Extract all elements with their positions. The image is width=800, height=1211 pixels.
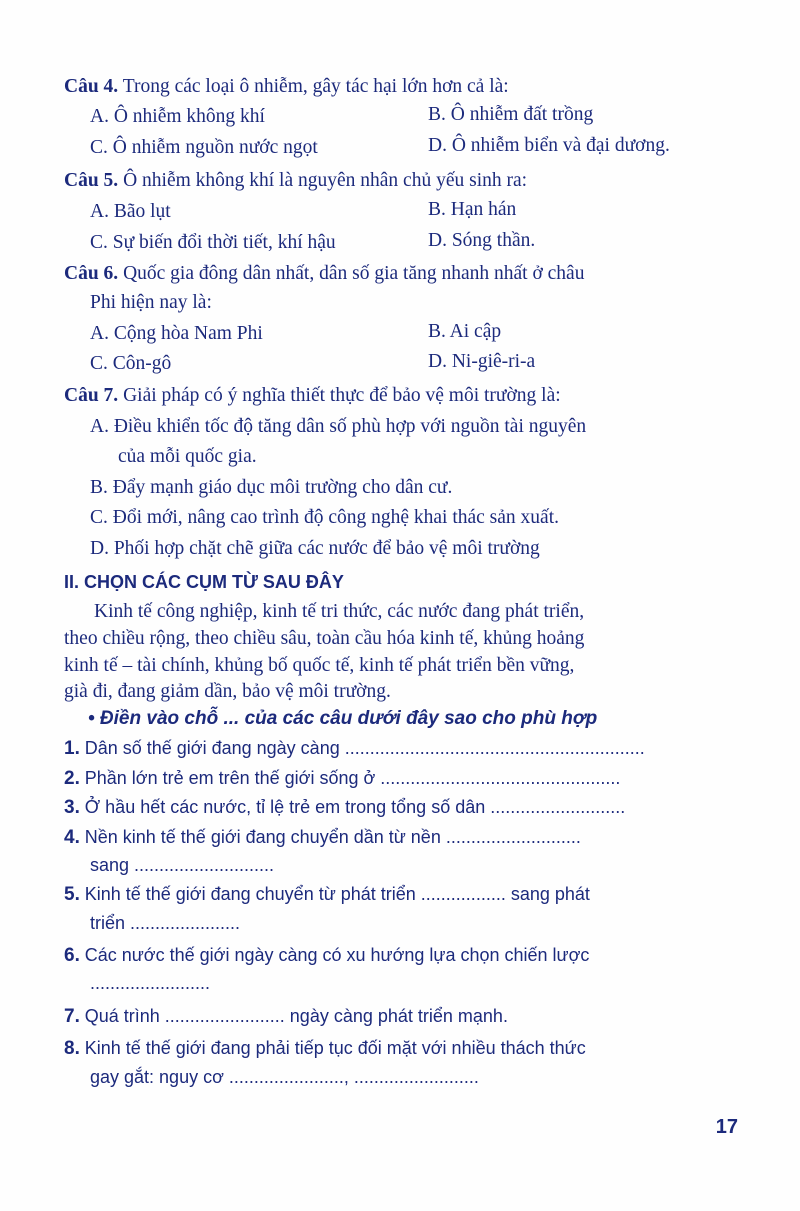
option: C. Đổi mới, nâng cao trình độ công nghệ khai thác sản xuất. [90,507,559,528]
question-5 [64,170,527,192]
item-number: 7. [64,1006,80,1027]
item-text: Kinh tế thế giới đang chuyển từ phát triển ................. sang phát [84,884,590,904]
item-text-continued: ........................ [90,973,211,993]
paragraph-line: kinh tế – tài chính, khủng bố quốc tế, kinh tế phát triển bền vững, [64,655,575,676]
option: C. Côn-gô [90,353,172,374]
question-label: Câu 7. [64,385,119,406]
option: A. Bão lụt [90,201,171,222]
option: B. Ô nhiễm đất trồng [428,104,594,125]
option: A. Cộng hòa Nam Phi [90,323,263,344]
question-text: Giải pháp có ý nghĩa thiết thực để bảo vệ môi trường là: [123,385,561,406]
item-text: Kinh tế thế giới đang phải tiếp tục đối mặt với nhiều thách thức [84,1038,586,1058]
item-number: 8. [64,1038,80,1059]
item-number: 6. [64,945,80,966]
item-number: 2. [64,768,80,789]
fill-item-3 [64,797,625,819]
question-7 [64,385,561,407]
item-text: Các nước thế giới ngày càng có xu hướng lựa chọn chiến lược [84,945,590,965]
option: C. Sự biến đổi thời tiết, khí hậu [90,232,336,253]
item-text-continued: sang ............................ [90,855,275,875]
item-text: Phần lớn trẻ em trên thế giới sống ở ................................................ [84,768,621,788]
item-number: 4. [64,827,80,848]
option: D. Phối hợp chặt chẽ giữa các nước để bảo vệ môi trường [90,538,540,559]
option: D. Ni-giê-ri-a [428,351,536,372]
option: B. Hạn hán [428,199,517,220]
fill-item-8 [64,1038,586,1060]
option: A. Ô nhiễm không khí [90,106,265,127]
item-text-continued: triển ...................... [90,913,241,933]
fill-item-4 [64,827,581,849]
item-text-continued: gay gắt: nguy cơ ......................., ......................... [90,1067,479,1087]
item-text: Nền kinh tế thế giới đang chuyển dần từ nền ........................... [84,827,581,847]
option: B. Ai cập [428,321,502,342]
fill-item-2 [64,768,620,790]
question-label: Câu 4. [64,76,119,97]
item-number: 5. [64,884,80,905]
item-text: Dân số thế giới đang ngày càng ............................................................ [84,738,645,758]
paragraph-line: già đi, đang giảm dần, bảo vệ môi trường. [64,681,391,702]
question-text: Ô nhiễm không khí là nguyên nhân chủ yếu sinh ra: [123,170,528,191]
option: D. Sóng thần. [428,230,536,251]
question-text: Quốc gia đông dân nhất, dân số gia tăng nhanh nhất ở châu [123,263,585,284]
option: A. Điều khiển tốc độ tăng dân số phù hợp với nguồn tài nguyên [90,416,587,437]
page-number: 17 [715,1116,738,1138]
instruction: • Điền vào chỗ ... của các câu dưới đây sao cho phù hợp [88,708,598,729]
option-continued: của mỗi quốc gia. [118,446,257,467]
section-heading: II. CHỌN CÁC CỤM TỪ SAU ĐÂY [64,572,344,592]
question-text-continued: Phi hiện nay là: [90,292,212,313]
item-text: Ở hầu hết các nước, tỉ lệ trẻ em trong tổng số dân ........................... [84,797,626,817]
question-6 [64,263,584,285]
option: D. Ô nhiễm biển và đại dương. [428,135,670,156]
item-number: 1. [64,738,80,759]
fill-item-7 [64,1006,508,1028]
fill-item-6 [64,945,589,967]
option: C. Ô nhiễm nguồn nước ngọt [90,137,318,158]
question-text: Trong các loại ô nhiễm, gây tác hại lớn hơn cả là: [122,76,509,97]
option: B. Đẩy mạnh giáo dục môi trường cho dân cư. [90,477,453,498]
paragraph-line: Kinh tế công nghiệp, kinh tế tri thức, các nước đang phát triển, [94,601,585,622]
item-number: 3. [64,797,80,818]
paragraph-line: theo chiều rộng, theo chiều sâu, toàn cầu hóa kinh tế, khủng hoảng [64,628,585,649]
item-text: Quá trình ........................ ngày càng phát triển mạnh. [84,1006,508,1026]
fill-item-1 [64,738,645,760]
question-4 [64,76,509,98]
question-label: Câu 5. [64,170,119,191]
fill-item-5 [64,884,590,906]
question-label: Câu 6. [64,263,119,284]
